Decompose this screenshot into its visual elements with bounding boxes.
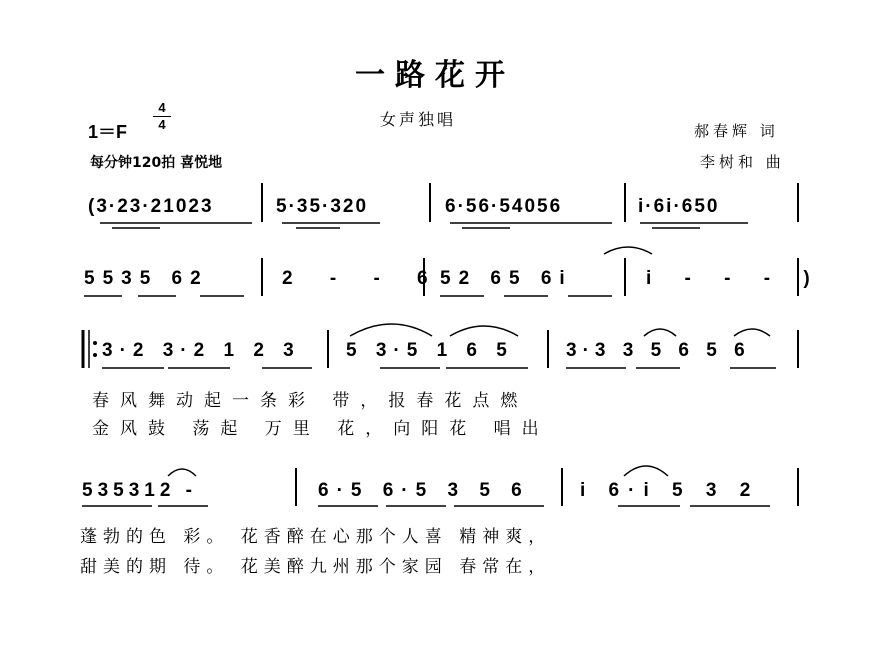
- repeat-dot: [93, 353, 97, 357]
- measure-3-3: 3·3 3 5 6 5 6: [566, 340, 751, 361]
- slur: [644, 329, 676, 336]
- tempo-marking: 每分钟120拍 喜悦地: [90, 155, 223, 171]
- measure-4-3: i 6·i 5 3 2: [580, 480, 760, 501]
- measure-4-2: 6·5 6·5 3 5 6: [318, 480, 530, 501]
- slur: [450, 326, 518, 336]
- page-title: 一路花开: [355, 58, 515, 93]
- composer-credit: 李树和 曲: [700, 153, 785, 171]
- lyrics-4-verse-1: 蓬勃的色 彩。 花香醉在心那个人喜 精神爽，: [80, 527, 552, 547]
- lyrics-3-verse-1: 春风舞动起一条彩 带，报春花点燃: [92, 391, 529, 411]
- slur: [624, 466, 668, 476]
- measure-1-4: i·6i·650: [638, 196, 720, 217]
- time-signature-top: 4: [158, 100, 166, 115]
- tie: [604, 247, 652, 254]
- lyricist-credit: 郝春辉 词: [694, 122, 779, 140]
- measure-3-1: 3·2 3·2 1 2 3: [102, 340, 301, 361]
- repeat-dot: [93, 341, 97, 345]
- time-signature-bottom: 4: [158, 117, 166, 132]
- measure-2-3: 52 65 6i: [440, 268, 573, 289]
- measure-4-1: 535312 -: [82, 480, 198, 501]
- slur: [734, 329, 770, 336]
- slur: [350, 324, 432, 336]
- measure-3-2: 5 3·5 1 6 5: [346, 340, 514, 361]
- key-signature: 1＝F: [88, 122, 128, 142]
- measure-2-4: i - - - ): [646, 268, 824, 289]
- lyrics-4-verse-2: 甜美的期 待。 花美醉九州那个家园 春常在，: [80, 557, 552, 577]
- slur: [168, 469, 196, 476]
- measure-2-2: 2 - - 6: [282, 268, 444, 289]
- subtitle: 女声独唱: [380, 110, 457, 129]
- measure-2-1: 5535 62: [84, 268, 209, 289]
- lyrics-3-verse-2: 金风鼓 荡起 万里 花，向阳花 唱出: [92, 419, 550, 439]
- measure-1-3: 6·56·54056: [445, 196, 563, 217]
- measure-1-1: (3·23·21023: [88, 196, 214, 217]
- measure-1-2: 5·35·320: [276, 196, 369, 217]
